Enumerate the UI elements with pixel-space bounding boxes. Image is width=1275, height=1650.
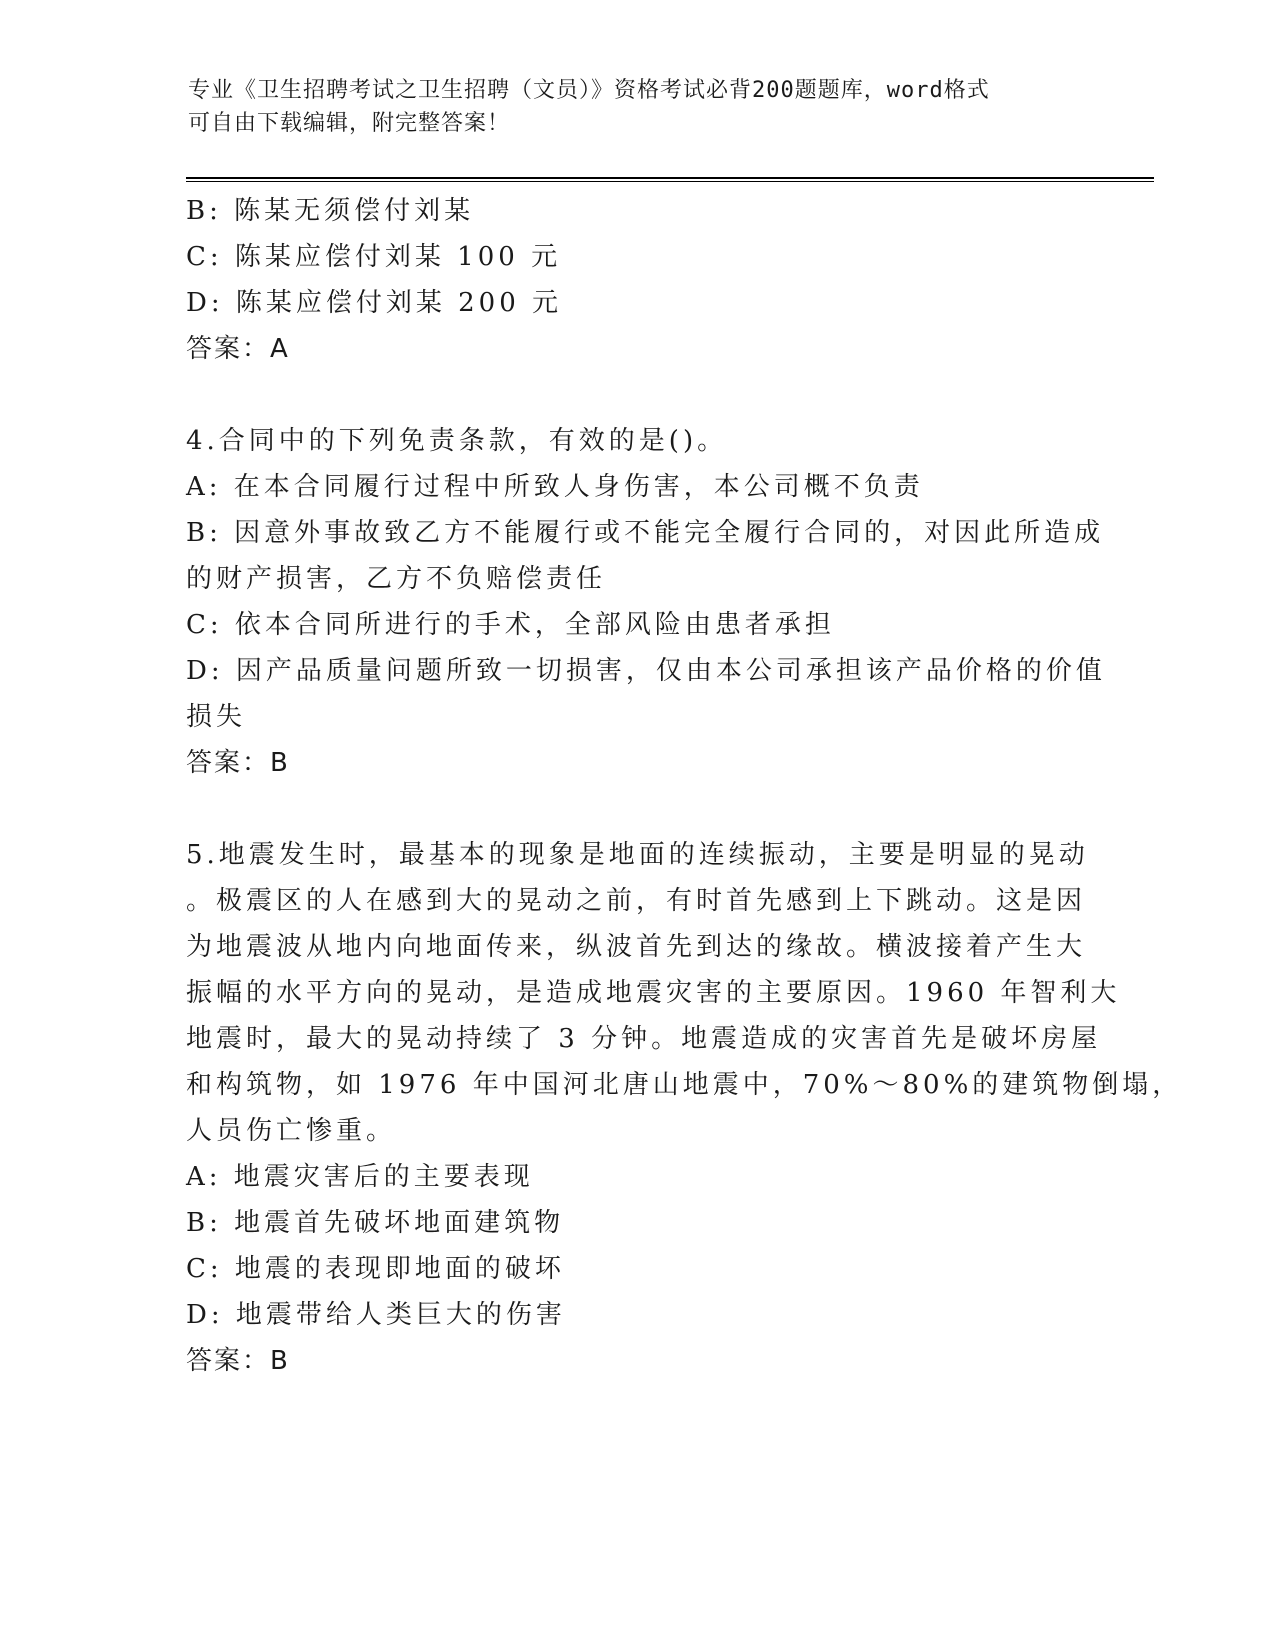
q4-option-d-line-1: D: 因产品质量问题所致一切损害，仅由本公司承担该产品价格的价值 [186,656,1106,686]
q3-option-b: B: 陈某无须偿付刘某 [186,196,475,226]
q5-stem-line: 5.地震发生时，最基本的现象是地面的连续振动，主要是明显的晃动 [186,840,1089,870]
q5-stem-line: 为地震波从地内向地面传来，纵波首先到达的缘故。横波接着产生大 [186,932,1087,962]
q4-option-b-line-2: 的财产损害，乙方不负赔偿责任 [186,564,607,594]
question-4 [186,418,1106,786]
question-3-tail [186,188,1086,372]
q4-option-a: A: 在本合同履行过程中所致人身伤害，本公司概不负责 [186,472,924,502]
q5-option-a: A: 地震灾害后的主要表现 [186,1162,534,1192]
q5-answer: 答案：B [186,1346,290,1376]
q4-option-d-line-2: 损失 [186,702,247,732]
q4-question: 4.合同中的下列免责条款，有效的是()。 [186,426,728,456]
q5-stem-line: 人员伤亡惨重。 [186,1116,397,1146]
spacer [186,786,1086,832]
q5-option-c: C: 地震的表现即地面的破坏 [186,1254,565,1284]
header-line-1: 专业《卫生招聘考试之卫生招聘（文员）》资格考试必背200题题库，word格式 [188,78,990,103]
q4-option-c: C: 依本合同所进行的手术，全部风险由患者承担 [186,610,835,640]
q3-option-c: C: 陈某应偿付刘某 100 元 [186,242,562,272]
header-divider [186,177,1154,182]
document-header [188,74,1068,140]
q3-answer: 答案：A [186,334,290,364]
q4-option-b-line-1: B: 因意外事故致乙方不能履行或不能完全履行合同的，对因此所造成 [186,518,1105,548]
header-line-2: 可自由下载编辑，附完整答案！ [188,111,511,136]
q3-option-d: D: 陈某应偿付刘某 200 元 [186,288,563,318]
q5-option-d: D: 地震带给人类巨大的伤害 [186,1300,566,1330]
q5-stem-line: 地震时，最大的晃动持续了 3 分钟。地震造成的灾害首先是破坏房屋 [186,1024,1102,1054]
spacer [186,372,1086,418]
q4-answer: 答案：B [186,748,290,778]
q5-stem-line: 。极震区的人在感到大的晃动之前，有时首先感到上下跳动。这是因 [186,886,1087,916]
document-body [186,188,1183,1384]
q5-stem-line: 振幅的水平方向的晃动，是造成地震灾害的主要原因。1960 年智利大 [186,978,1121,1008]
question-5 [186,832,1183,1384]
q5-stem-line: 和构筑物，如 1976 年中国河北唐山地震中，70%～80%的建筑物倒塌， [186,1070,1183,1100]
q5-option-b: B: 地震首先破坏地面建筑物 [186,1208,565,1238]
